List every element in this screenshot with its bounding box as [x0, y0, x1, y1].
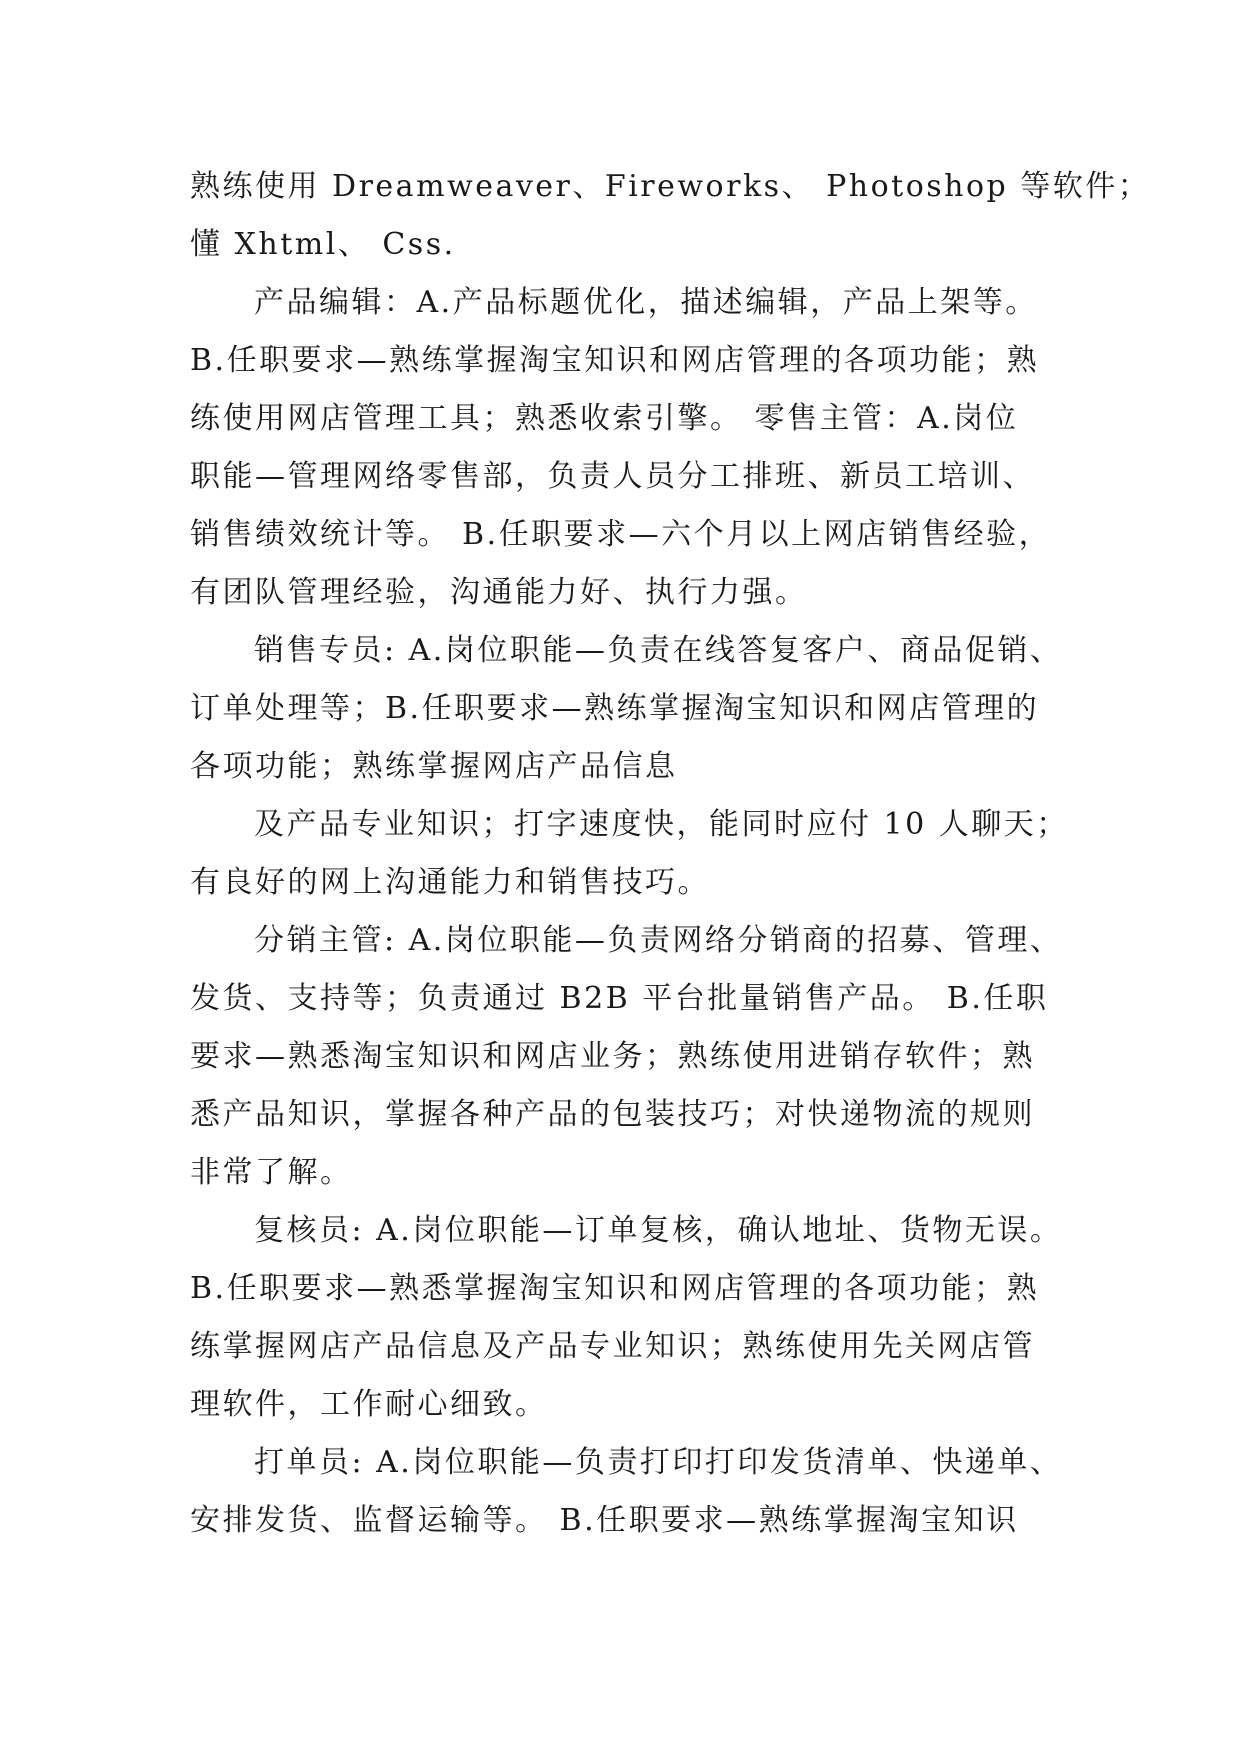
paragraph-order-printer [190, 1434, 1070, 1550]
text-line: 懂 Xhtml、 Css. [190, 227, 456, 262]
text-line: 理软件，工作耐心细致。 [190, 1387, 548, 1422]
text-line: 销售专员: A.岗位职能—负责在线答复客户、商品促销、 [254, 633, 1063, 668]
document-body [190, 158, 1151, 1550]
text-line: 有团队管理经验，沟通能力好、执行力强。 [190, 575, 808, 610]
paragraph-software-skills [190, 158, 1151, 274]
paragraph-sales-specialist [190, 622, 1070, 796]
text-line: 分销主管: A.岗位职能—负责网络分销商的招募、管理、 [254, 923, 1063, 958]
text-line: 要求—熟悉淘宝知识和网店业务；熟练使用进销存软件；熟 [190, 1039, 1035, 1074]
text-line: B.任职要求—熟悉掌握淘宝知识和网店管理的各项功能；熟 [190, 1271, 1040, 1306]
paragraph-distribution-manager [190, 912, 1070, 1202]
text-line: 发货、支持等；负责通过 B2B 平台批量销售产品。 B.任职 [190, 981, 1049, 1016]
paragraph-sales-specialist-continued [190, 796, 1070, 912]
text-line: 非常了解。 [190, 1155, 353, 1190]
text-line: 熟练使用 Dreamweaver、Fireworks、 Photoshop 等软件； [190, 169, 1151, 204]
text-line: B.任职要求—熟练掌握淘宝知识和网店管理的各项功能；熟 [190, 343, 1040, 378]
text-line: 职能—管理网络零售部，负责人员分工排班、新员工培训、 [190, 459, 1035, 494]
text-line: 订单处理等；B.任职要求—熟练掌握淘宝知识和网店管理的 [190, 691, 1040, 726]
text-line: 销售绩效统计等。 B.任职要求—六个月以上网店销售经验， [190, 517, 1052, 552]
paragraph-reviewer [190, 1202, 1070, 1434]
text-line: 打单员: A.岗位职能—负责打印打印发货清单、快递单、 [254, 1445, 1063, 1480]
text-line: 有良好的网上沟通能力和销售技巧。 [190, 865, 710, 900]
text-line: 练掌握网店产品信息及产品专业知识；熟练使用先关网店管 [190, 1329, 1035, 1364]
text-line: 产品编辑：A.产品标题优化，描述编辑，产品上架等。 [254, 285, 1038, 320]
paragraph-product-editor [190, 274, 1070, 622]
text-line: 安排发货、监督运输等。 B.任职要求—熟练掌握淘宝知识 [190, 1503, 1019, 1538]
text-line: 悉产品知识，掌握各种产品的包装技巧；对快递物流的规则 [190, 1097, 1035, 1132]
text-line: 及产品专业知识；打字速度快，能同时应付 10 人聊天； [254, 807, 1069, 842]
text-line: 练使用网店管理工具；熟悉收索引擎。 零售主管：A.岗位 [190, 401, 1019, 436]
text-line: 各项功能；熟练掌握网店产品信息 [190, 749, 678, 784]
text-line: 复核员: A.岗位职能—订单复核，确认地址、货物无误。 [254, 1213, 1063, 1248]
